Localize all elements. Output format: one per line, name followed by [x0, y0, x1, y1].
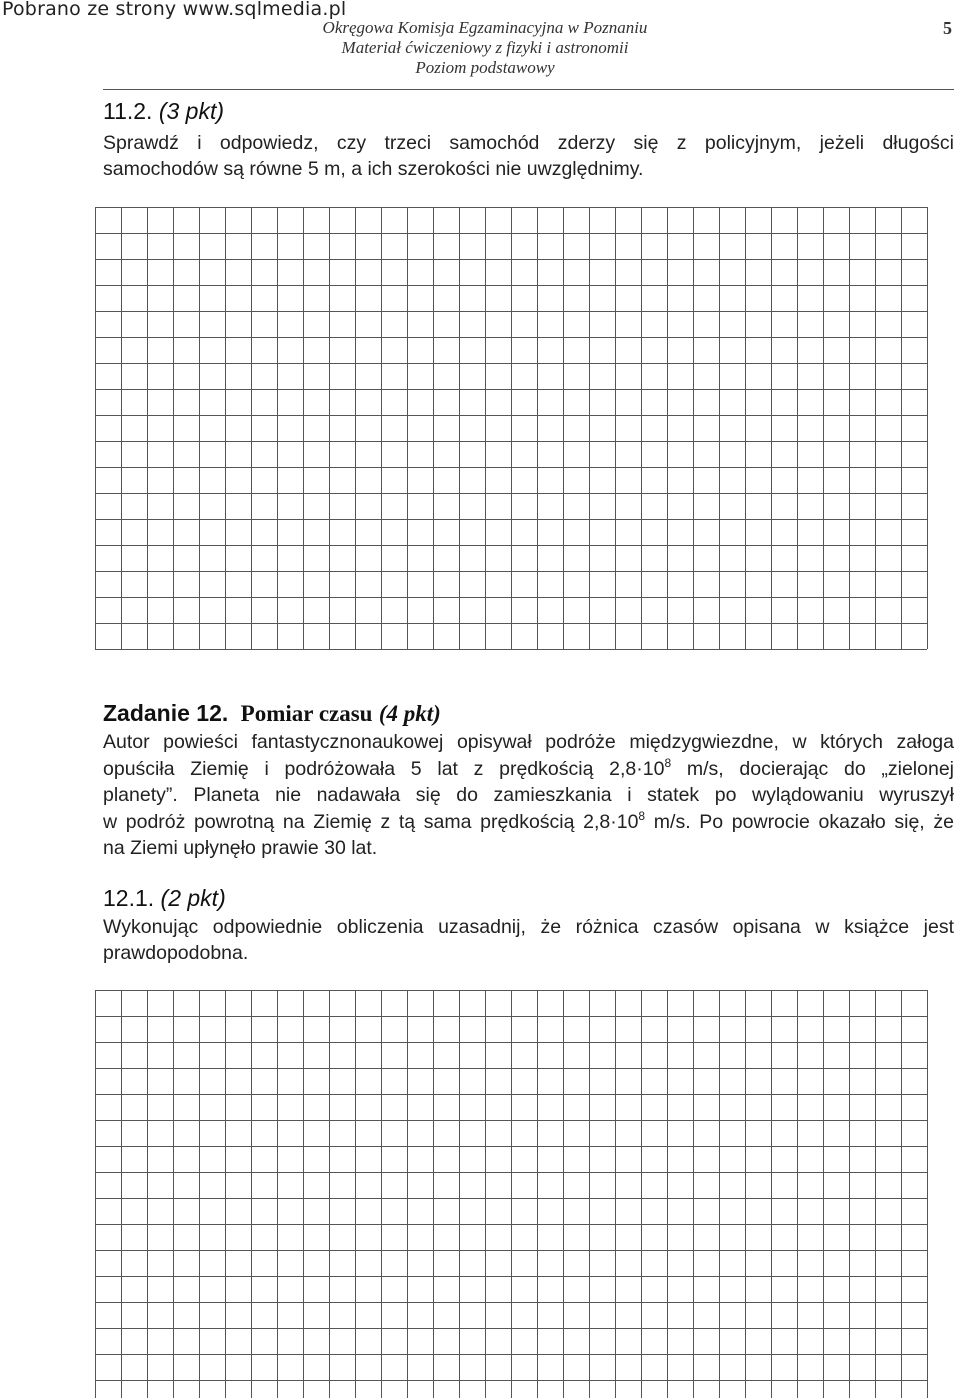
task-12-text	[103, 729, 954, 862]
header-divider	[103, 89, 954, 90]
task-12-line: Autor powieści fantastycznonaukowej opisywał podróże międzygwiezdne, w których załoga	[103, 731, 954, 753]
task-11-2-line: Sprawdź i odpowiedz, czy trzeci samochód zderzy się z policyjnym, jeżeli długości	[103, 132, 954, 154]
task-12-points: (4 pkt)	[378, 701, 441, 726]
header-material: Materiał ćwiczeniowy z fizyki i astronomii	[341, 38, 629, 57]
answer-grid-12-1[interactable]	[95, 990, 931, 1398]
task-11-2-points: (3 pkt)	[158, 98, 225, 124]
answer-grid-11-2[interactable]	[95, 207, 931, 667]
task-12-subject: Pomiar czasu	[240, 701, 373, 726]
exponent: 8	[638, 808, 646, 823]
task-12-line2-start: opuściła Ziemię i podróżowała 5 lat z prędkością 2,8·10	[103, 757, 665, 780]
task-12-line	[103, 756, 954, 783]
page-number: 5	[943, 18, 952, 38]
task-12-1-text	[103, 914, 954, 966]
task-11-2-number: 11.2.	[103, 98, 153, 124]
exponent: 8	[664, 755, 672, 770]
task-12-line: na Ziemi upłynęło prawie 30 lat.	[103, 837, 378, 859]
task-12-1-points: (2 pkt)	[160, 885, 226, 911]
task-12-line: planety”. Planeta nie nadawała się do zamieszkania i statek po wylądowaniu wyruszył	[103, 784, 954, 806]
task-11-2-line: samochodów są równe 5 m, a ich szerokości nie uwzględnimy.	[103, 158, 644, 180]
task-12-line4-end: m/s. Po powrocie okazało się, że	[645, 810, 954, 833]
task-12-1-line: Wykonując odpowiednie obliczenia uzasadnij, że różnica czasów opisana w książce jest	[103, 916, 954, 938]
header-commission: Okręgowa Komisja Egzaminacyjna w Poznaniu	[322, 18, 648, 37]
task-12-1-heading	[103, 885, 226, 912]
task-11-2-text	[103, 130, 954, 182]
task-12-line4-start: w podróż powrotną na Ziemię z tą sama prędkością 2,8·10	[103, 810, 639, 833]
page-header	[300, 18, 670, 78]
source-watermark: Pobrano ze strony www.sqlmedia.pl	[2, 0, 347, 20]
task-11-2-heading	[103, 98, 224, 125]
grid-lines	[95, 207, 931, 667]
header-level: Poziom podstawowy	[415, 58, 555, 77]
task-12-1-line: prawdopodobna.	[103, 942, 249, 964]
task-12-1-number: 12.1.	[103, 885, 155, 911]
task-12-line	[103, 809, 954, 836]
grid-lines	[95, 990, 931, 1398]
task-12-line2-end: m/s, docierając do „zielonej	[671, 757, 954, 780]
task-12-title: Zadanie 12.	[103, 700, 229, 726]
task-12-heading	[103, 700, 441, 727]
